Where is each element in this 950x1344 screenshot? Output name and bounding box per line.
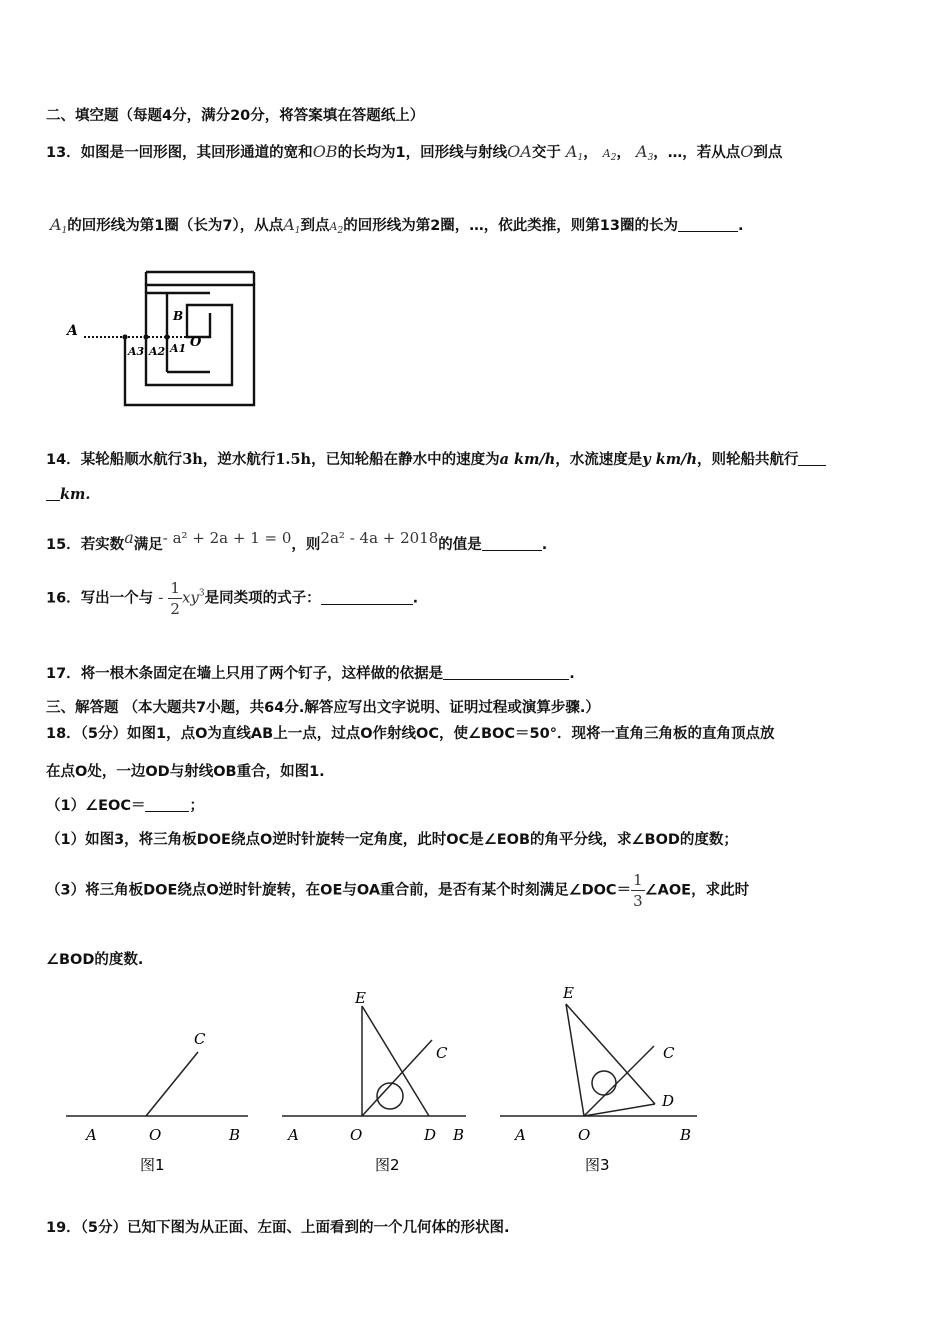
question-18-part-3 <box>46 870 749 911</box>
q13-text-3: 交于 <box>531 145 561 161</box>
math-equation: - a² + 2a + 1 = 0 <box>162 529 292 547</box>
q13-text-5: 到点 <box>753 145 783 161</box>
part-1-text: （1）∠EOC＝ <box>46 798 146 814</box>
label-b: B <box>680 1126 692 1144</box>
label-e: E <box>355 989 366 1007</box>
answer-blank[interactable] <box>798 451 826 466</box>
caption-figure-1: 图1 <box>140 1156 165 1174</box>
label-c: C <box>663 1044 675 1062</box>
label-b: B <box>453 1126 465 1144</box>
value-upstream-time: 1.5h <box>275 451 312 468</box>
q14-text-1: 某轮船顺水航行 <box>80 452 183 468</box>
question-17 <box>46 662 575 683</box>
side-ed <box>362 1006 429 1116</box>
period: . <box>569 666 575 682</box>
point-a3 <box>122 334 127 339</box>
question-19: 19．（5分）已知下图为从正面、左面、上面看到的一个几何体的形状图. <box>46 1220 510 1236</box>
label-c: C <box>436 1044 448 1062</box>
math-a2: $A_2$ <box>329 220 344 236</box>
value-downstream-time: 3h <box>182 451 203 468</box>
math-a1: $A_1$ <box>283 215 301 236</box>
q15-text-4: 的值是 <box>438 537 482 553</box>
math-a1: $A_1$ <box>50 215 68 236</box>
math-exponent: 3 <box>198 588 205 599</box>
question-number: 14． <box>46 452 81 468</box>
q16-text-1: 写出一个与 <box>80 590 154 607</box>
question-13-line-1 <box>46 141 782 163</box>
q14-text-4: ，水流速度是 <box>555 452 643 468</box>
q14-text-2: ，逆水航行 <box>202 452 276 468</box>
question-number: 17． <box>46 666 81 682</box>
question-number: 16． <box>46 590 81 607</box>
value-still-speed: a km/h <box>499 451 556 468</box>
question-18-part-1 <box>46 794 204 815</box>
question-14-line-1 <box>46 448 826 469</box>
label-o: O <box>578 1126 591 1144</box>
label-a: A <box>515 1126 526 1144</box>
math-ob: OB <box>312 142 338 161</box>
math-a: a <box>124 528 134 547</box>
angle-circle <box>592 1071 616 1095</box>
label-a2: A2 <box>149 345 166 358</box>
spiral-figure <box>60 262 260 412</box>
question-18-line-2: 在点O处，一边OD与射线OB重合，如图1. <box>46 764 325 780</box>
semicolon: ； <box>189 798 204 814</box>
q13-text-1: 如图是一回形图，其回形通道的宽和 <box>80 145 313 161</box>
question-number: 15． <box>46 537 81 553</box>
math-minus: - <box>158 588 164 607</box>
period: . <box>737 218 744 234</box>
figure-1 <box>60 1020 260 1180</box>
q15-text-1: 若实数 <box>80 537 125 553</box>
q13-text-6: 的回形线为第1圈（长为7），从点 <box>67 218 284 234</box>
label-b: B <box>229 1126 241 1144</box>
answer-blank[interactable] <box>145 797 189 812</box>
q17-text-1: 将一根木条固定在墙上只用了两个钉子，这样做的依据是 <box>80 666 444 682</box>
q14-text-5: ，则轮船共航行 <box>696 452 799 468</box>
caption-figure-3: 图3 <box>585 1156 610 1174</box>
label-a1: A1 <box>170 342 187 355</box>
label-a: A <box>86 1126 97 1144</box>
comma: ， <box>616 145 631 161</box>
question-number: 13． <box>46 145 81 161</box>
value-current-speed: y km/h <box>642 451 697 468</box>
part-3-text-b: ∠AOE，求此时 <box>644 882 750 899</box>
math-expression: 2a² - 4a + 2018 <box>320 529 439 547</box>
math-xy: xy <box>181 588 199 607</box>
label-a3: A3 <box>128 345 145 358</box>
q15-text-3: ，则 <box>291 537 321 553</box>
unit-km: km. <box>60 486 91 503</box>
label-d: D <box>662 1092 675 1110</box>
comma: ， <box>583 145 598 161</box>
question-16 <box>46 578 418 619</box>
q13-text-4: ，…，若从点 <box>653 145 741 161</box>
label-a: A <box>67 323 78 339</box>
answer-blank[interactable] <box>443 665 569 680</box>
question-14-line-2 <box>46 486 90 503</box>
q16-text-2: 是同类项的式子： <box>204 590 321 607</box>
part-3-text-a: （3）将三角板DOE绕点O逆时针旋转，在OE与OA重合前，是否有某个时刻满足∠DOC＝ <box>46 882 632 899</box>
q13-text-2: 的长均为1，回形线与射线 <box>337 145 508 161</box>
section-title-solve: 三、解答题 （本大题共7小题，共64分.解答应写出文字说明、证明过程或演算步骤.） <box>46 700 600 716</box>
fraction-one-third: $\frac{1}{3}$ <box>633 871 643 910</box>
label-c: C <box>194 1030 206 1048</box>
ray-oc <box>146 1052 198 1116</box>
label-o: O <box>190 335 202 350</box>
figure-2 <box>275 985 475 1180</box>
label-d: D <box>424 1126 437 1144</box>
question-13-line-2 <box>50 214 744 236</box>
math-oa: OA <box>507 142 532 161</box>
point-a1 <box>164 334 169 339</box>
q14-text-3: ，已知轮船在静水中的速度为 <box>311 452 500 468</box>
label-b: B <box>173 309 184 323</box>
question-18-part-3-cont: ∠BOD的度数. <box>46 952 144 968</box>
point-a2 <box>143 334 148 339</box>
answer-blank-cont[interactable] <box>46 486 60 501</box>
label-o: O <box>350 1126 363 1144</box>
answer-blank[interactable] <box>482 536 542 551</box>
math-a1: $A_1$ <box>565 142 584 163</box>
figure-3 <box>495 980 710 1180</box>
label-e: E <box>563 984 574 1002</box>
answer-blank[interactable] <box>321 590 413 605</box>
math-a3: $A_3$ <box>636 142 654 163</box>
q13-text-7: 到点 <box>300 218 330 234</box>
label-o: O <box>149 1126 162 1144</box>
question-15 <box>46 528 547 554</box>
period: . <box>541 537 548 553</box>
answer-blank[interactable] <box>678 217 738 232</box>
math-a2: $A_2$ <box>602 147 617 163</box>
question-18-part-2: （1）如图3，将三角板DOE绕点O逆时针旋转一定角度，此时OC是∠EOB的角平分线，求∠BOD的度数； <box>46 832 738 848</box>
math-o: O <box>740 142 754 161</box>
period: . <box>412 590 419 607</box>
section-title-fill-blank: 二、填空题（每题4分，满分20分，将答案填在答题纸上） <box>46 108 425 124</box>
q15-text-2: 满足 <box>133 537 163 553</box>
label-a: A <box>288 1126 299 1144</box>
q13-text-8: 的回形线为第2圈，…，依此类推，则第13圈的长为 <box>343 218 678 234</box>
fraction-one-half: $\frac{1}{2}$ <box>170 579 180 618</box>
caption-figure-2: 图2 <box>375 1156 400 1174</box>
question-18-line-1: 18．（5分）如图1，点O为直线AB上一点，过点O作射线OC，使∠BOC＝50°．现将一直角三角板的直角顶点放 <box>46 726 775 742</box>
